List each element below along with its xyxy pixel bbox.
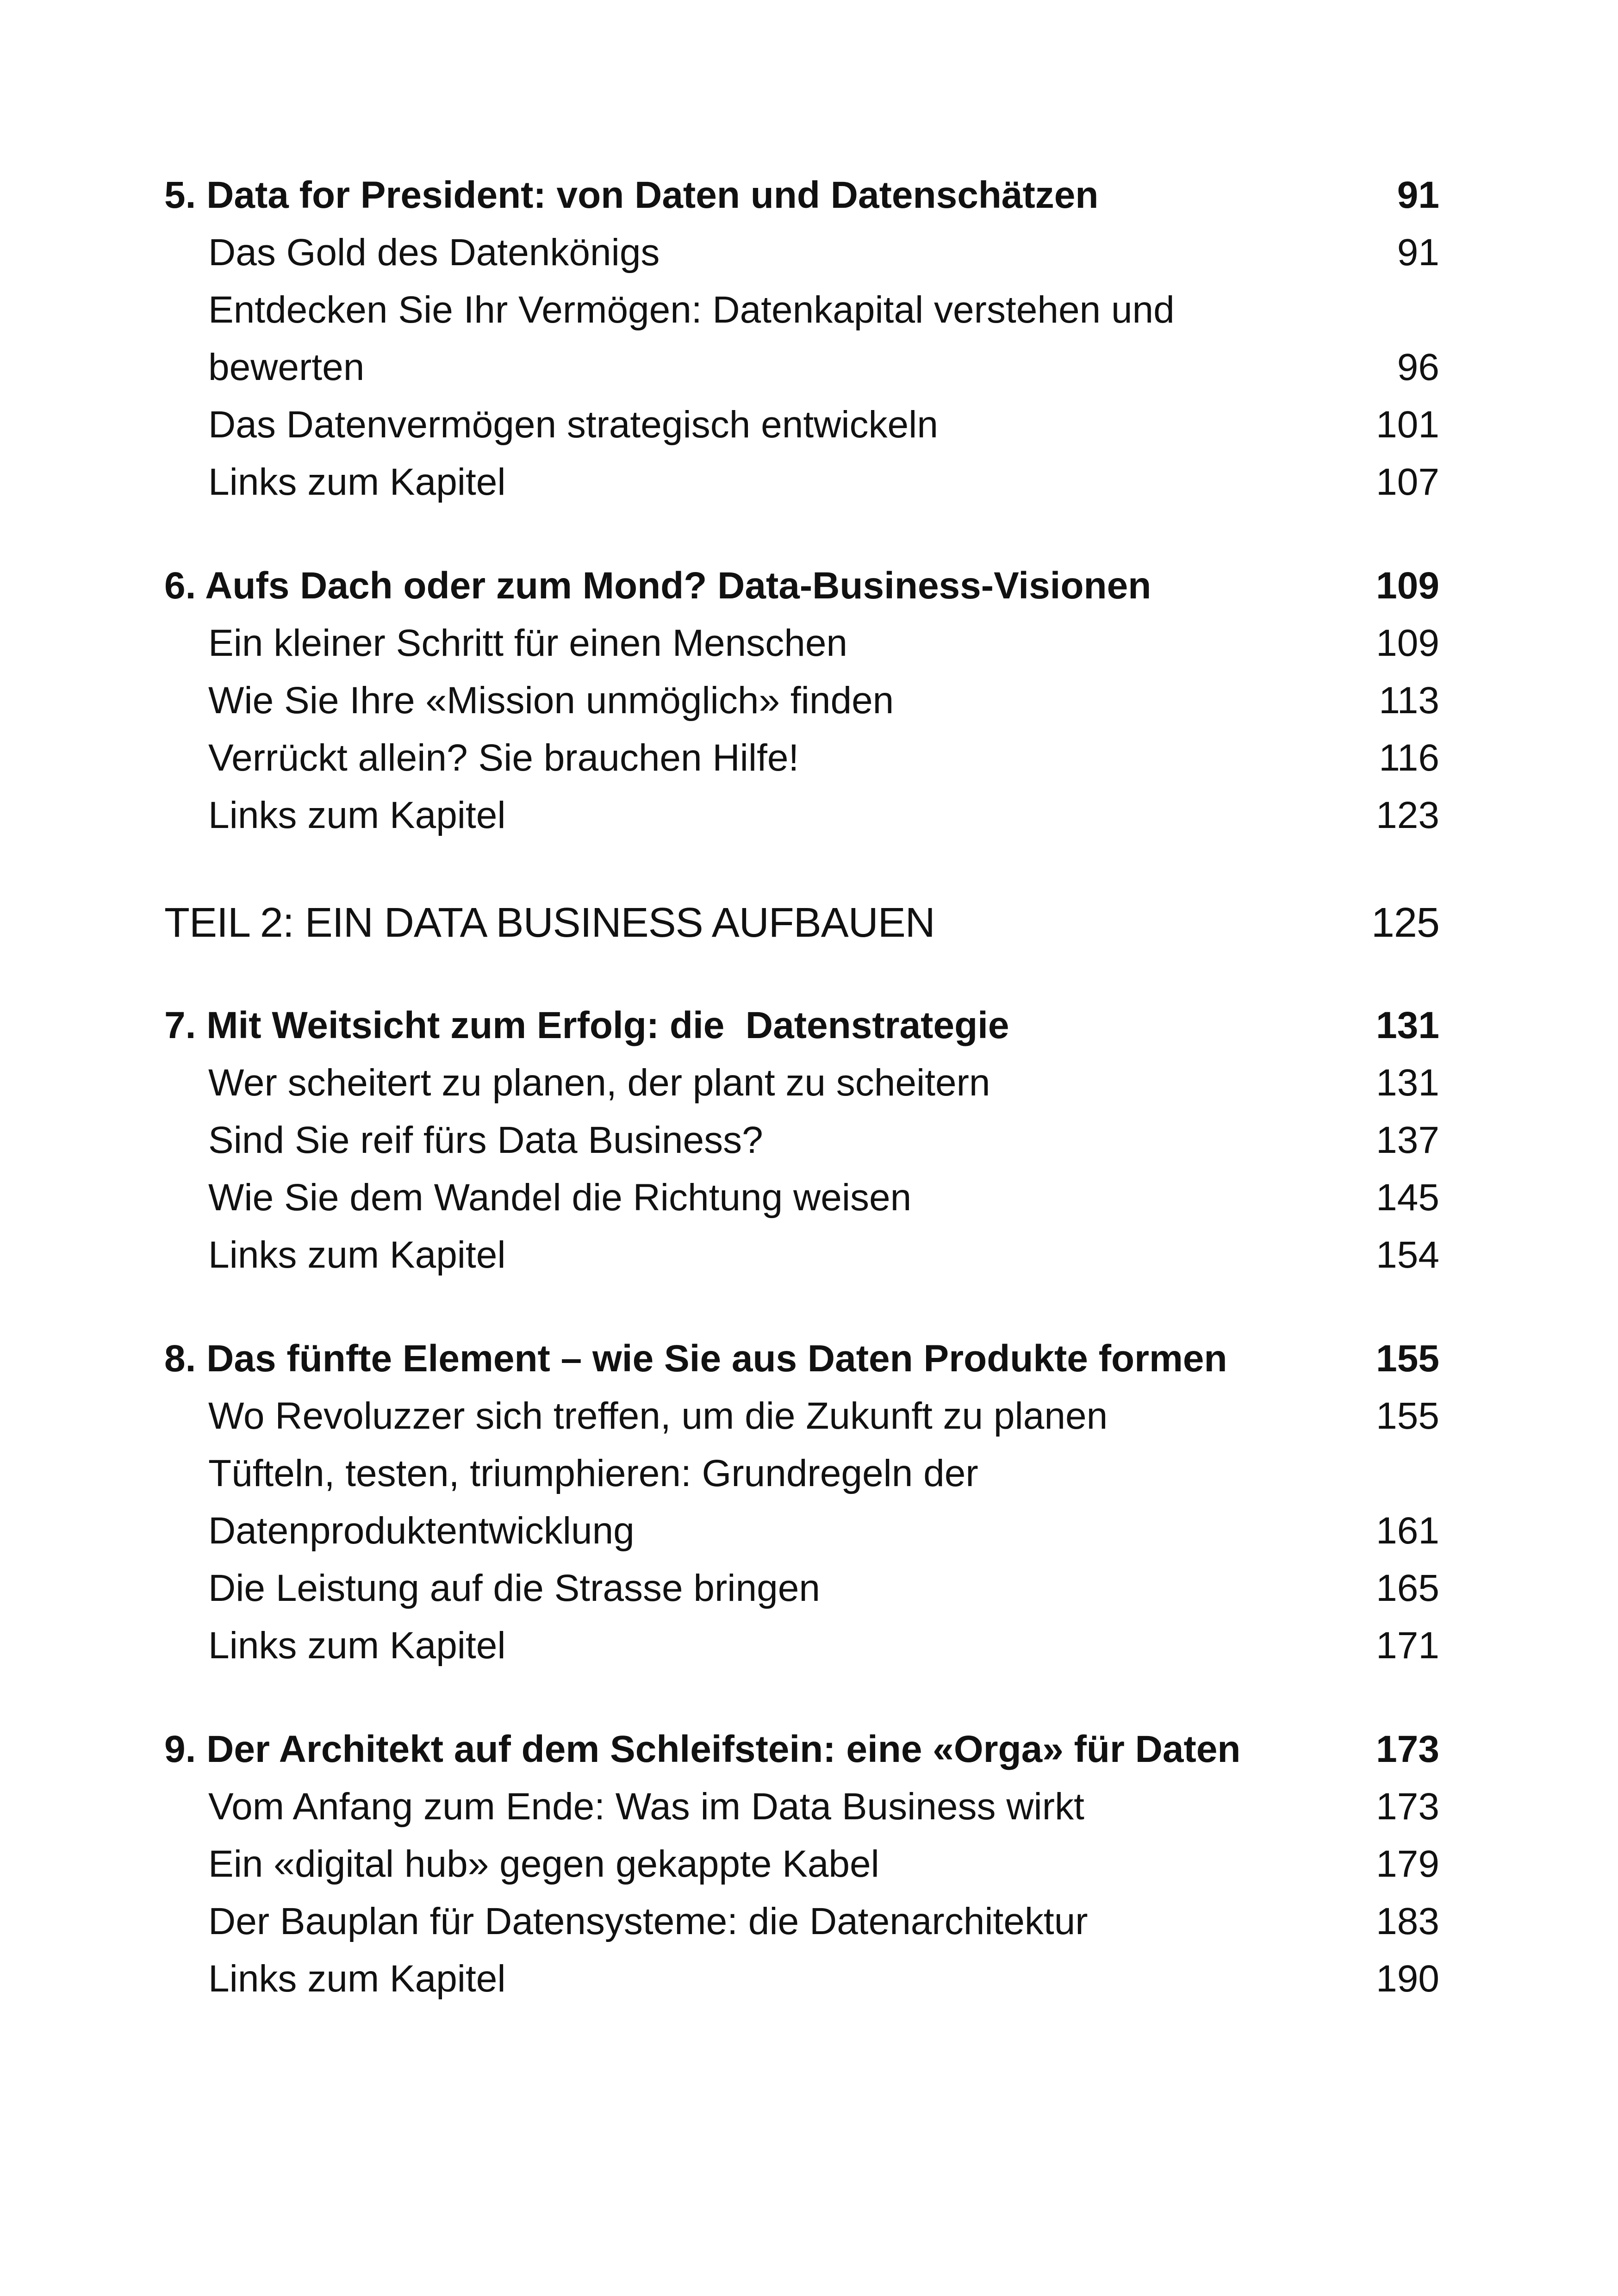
entry-title: Wer scheitert zu planen, der plant zu scheitern [208, 1062, 990, 1104]
toc-entry[interactable] [164, 1226, 1439, 1284]
chapter-9-heading[interactable] [164, 1721, 1439, 1778]
entry-page-number: 131 [1376, 1062, 1439, 1104]
toc-entry[interactable] [164, 396, 1439, 454]
toc-entry[interactable] [164, 281, 1439, 396]
entry-page-number: 91 [1397, 231, 1439, 274]
entry-title-line-2: bewerten [208, 346, 365, 388]
chapter-title: 7. Mit Weitsicht zum Erfolg: die Datenstrategie [164, 1004, 1009, 1046]
chapter-8-heading[interactable] [164, 1330, 1439, 1388]
part-title: TEIL 2: EIN DATA BUSINESS AUFBAUEN [164, 900, 935, 946]
entry-title: Links zum Kapitel [208, 1624, 506, 1667]
entry-title: Wo Revoluzzer sich treffen, um die Zukunft zu planen [208, 1395, 1108, 1437]
toc-entry[interactable] [164, 1388, 1439, 1445]
chapter-page-number: 155 [1376, 1338, 1439, 1380]
entry-title: Wie Sie Ihre «Mission unmöglich» finden [208, 679, 894, 722]
toc-entry[interactable] [164, 1950, 1439, 2008]
entry-title: Der Bauplan für Datensysteme: die Datenarchitektur [208, 1900, 1088, 1942]
chapter-page-number: 131 [1376, 1004, 1439, 1046]
entry-page-number: 183 [1376, 1900, 1439, 1942]
entry-title-line-2: Datenproduktentwicklung [208, 1510, 635, 1552]
entry-page-number: 155 [1376, 1395, 1439, 1437]
entry-page-number: 173 [1376, 1786, 1439, 1828]
chapter-title: 5. Data for President: von Daten und Datenschätzen [164, 174, 1099, 216]
entry-title: Links zum Kapitel [208, 794, 506, 836]
toc-entry[interactable] [164, 1054, 1439, 1112]
chapter-5-heading[interactable] [164, 167, 1439, 224]
entry-page-number: 101 [1376, 404, 1439, 446]
entry-title: Die Leistung auf die Strasse bringen [208, 1567, 820, 1609]
entry-title-line-1: Entdecken Sie Ihr Vermögen: Datenkapital verstehen und [208, 289, 1175, 331]
entry-title: Das Gold des Datenkönigs [208, 231, 660, 274]
chapter-9-block [164, 1721, 1439, 2008]
entry-page-number: 137 [1376, 1119, 1439, 1161]
entry-title: Verrückt allein? Sie brauchen Hilfe! [208, 737, 799, 779]
chapter-5-block [164, 167, 1439, 511]
entry-page-number: 171 [1376, 1624, 1439, 1667]
entry-title: Links zum Kapitel [208, 1234, 506, 1276]
chapter-title: 8. Das fünfte Element – wie Sie aus Daten Produkte formen [164, 1338, 1227, 1380]
toc-entry[interactable] [164, 1445, 1439, 1560]
entry-page-number: 96 [1397, 346, 1439, 388]
toc-entry[interactable] [164, 1560, 1439, 1617]
chapter-page-number: 91 [1397, 174, 1439, 216]
entry-page-number: 190 [1376, 1958, 1439, 2000]
toc-entry[interactable] [164, 1836, 1439, 1893]
part-page-number: 125 [1371, 900, 1439, 946]
chapter-title: 9. Der Architekt auf dem Schleifstein: eine «Orga» für Daten [164, 1728, 1241, 1770]
chapter-page-number: 109 [1376, 565, 1439, 607]
chapter-6-heading[interactable] [164, 557, 1439, 615]
chapter-page-number: 173 [1376, 1728, 1439, 1770]
entry-page-number: 161 [1376, 1510, 1439, 1552]
entry-page-number: 145 [1376, 1176, 1439, 1219]
entry-page-number: 179 [1376, 1843, 1439, 1885]
toc-entry[interactable] [164, 672, 1439, 729]
entry-page-number: 113 [1379, 679, 1439, 722]
toc-entry[interactable] [164, 787, 1439, 844]
entry-page-number: 165 [1376, 1567, 1439, 1609]
entry-title: Das Datenvermögen strategisch entwickeln [208, 404, 938, 446]
chapter-7-block [164, 997, 1439, 1284]
toc-entry[interactable] [164, 1112, 1439, 1169]
toc-entry[interactable] [164, 1617, 1439, 1674]
entry-page-number: 123 [1376, 794, 1439, 836]
toc-entry[interactable] [164, 1169, 1439, 1226]
toc-entry[interactable] [164, 224, 1439, 281]
toc-entry[interactable] [164, 454, 1439, 511]
entry-title: Sind Sie reif fürs Data Business? [208, 1119, 763, 1161]
entry-title: Ein «digital hub» gegen gekappte Kabel [208, 1843, 879, 1885]
entry-page-number: 116 [1379, 737, 1439, 779]
chapter-title: 6. Aufs Dach oder zum Mond? Data-Business-Visionen [164, 565, 1151, 607]
entry-page-number: 107 [1376, 461, 1439, 503]
toc-entry[interactable] [164, 1778, 1439, 1836]
chapter-8-block [164, 1330, 1439, 1674]
entry-page-number: 154 [1376, 1234, 1439, 1276]
toc-entry[interactable] [164, 729, 1439, 787]
entry-title: Links zum Kapitel [208, 1958, 506, 2000]
toc-entry[interactable] [164, 1893, 1439, 1950]
entry-title: Ein kleiner Schritt für einen Menschen [208, 622, 848, 664]
chapter-7-heading[interactable] [164, 997, 1439, 1054]
entry-title-line-1: Tüfteln, testen, triumphieren: Grundregeln der [208, 1452, 978, 1494]
chapter-6-block [164, 557, 1439, 844]
toc-entry[interactable] [164, 615, 1439, 672]
entry-title: Vom Anfang zum Ende: Was im Data Business wirkt [208, 1786, 1084, 1828]
table-of-contents [164, 167, 1439, 2054]
entry-title: Links zum Kapitel [208, 461, 506, 503]
part-2-heading[interactable] [164, 890, 1439, 955]
entry-page-number: 109 [1376, 622, 1439, 664]
entry-title: Wie Sie dem Wandel die Richtung weisen [208, 1176, 912, 1219]
